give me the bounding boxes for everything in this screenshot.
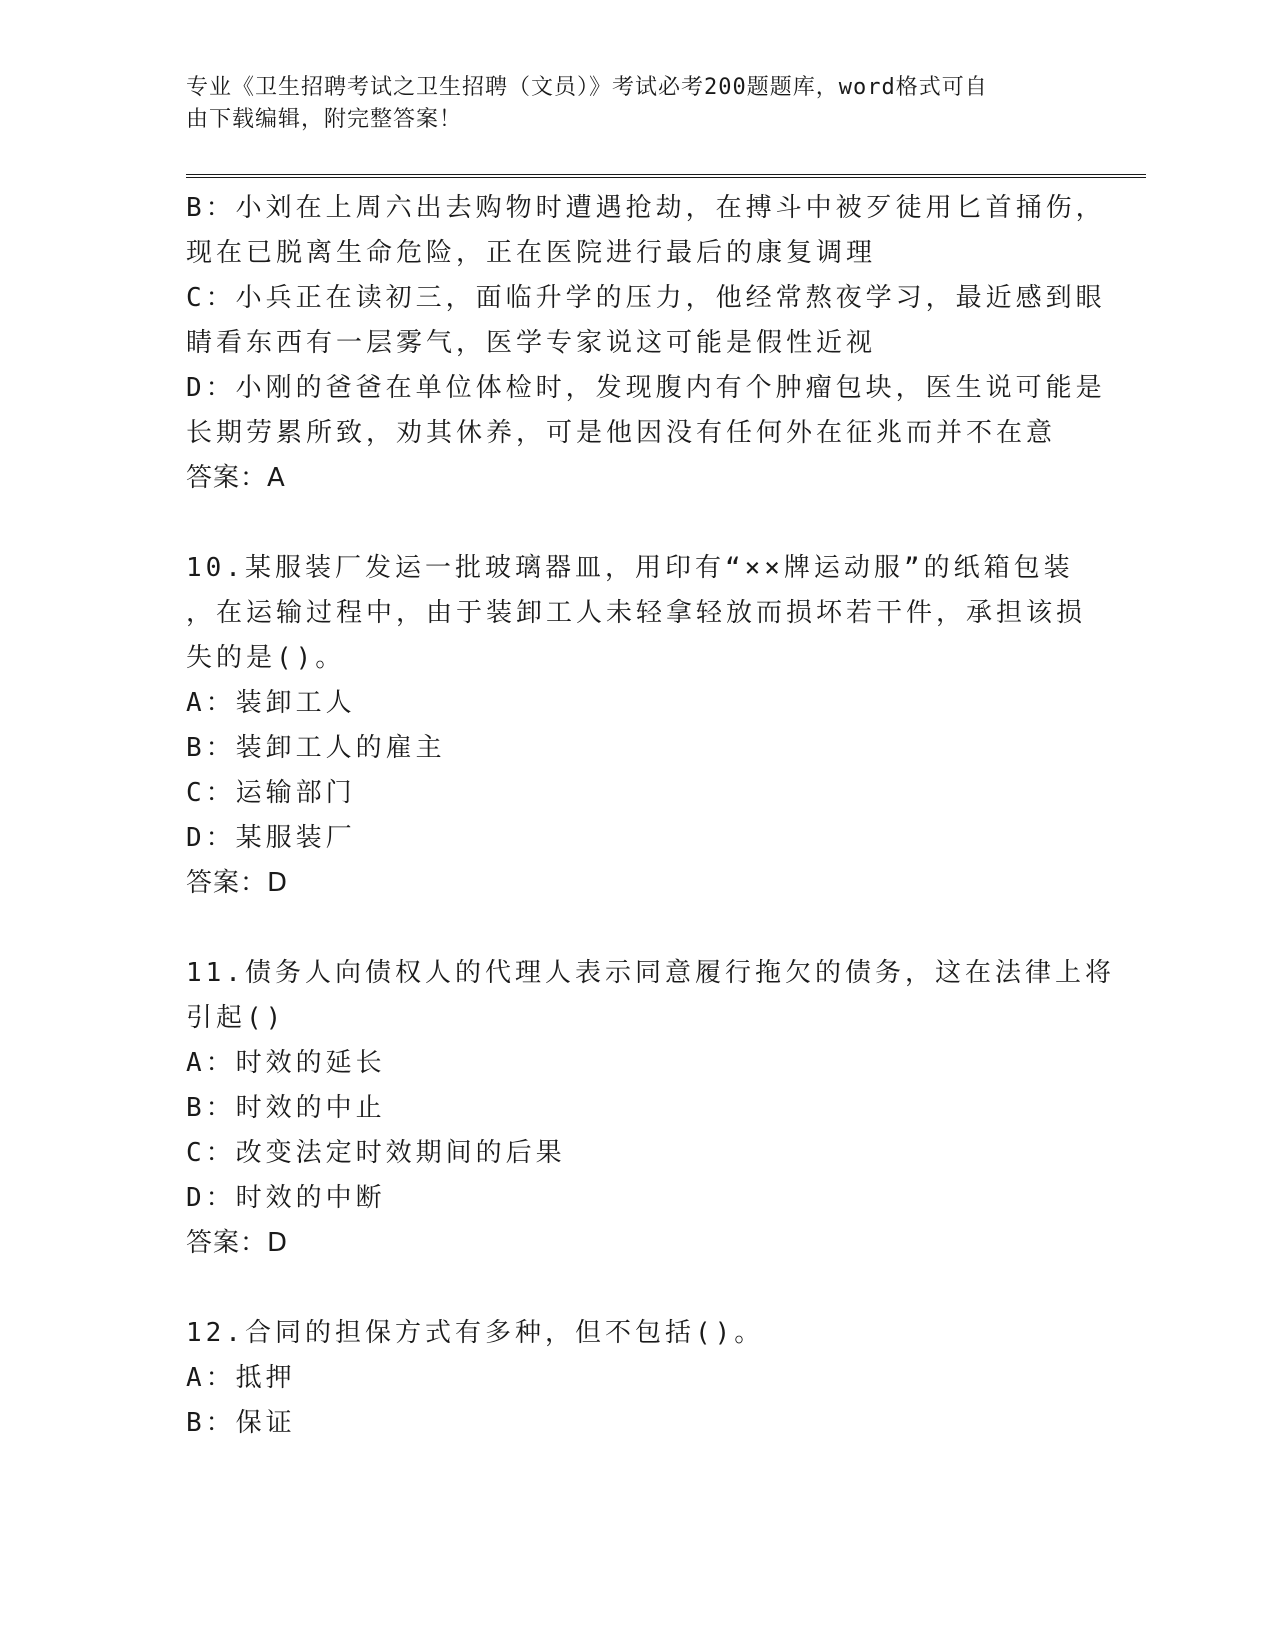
option-b: B：装卸工人的雇主 — [186, 733, 446, 763]
option-c: C：运输部门 — [186, 778, 356, 808]
question-stem-line: 10.某服装厂发运一批玻璃器皿，用印有“××牌运动服”的纸箱包装 — [186, 553, 1074, 583]
question-content — [186, 186, 1115, 1446]
option-c-line-1: C：小兵正在读初三，面临升学的压力，他经常熬夜学习，最近感到眼 — [186, 283, 1106, 313]
answer-line: 答案：D — [186, 1228, 289, 1258]
option-b-line-2: 现在已脱离生命危险，正在医院进行最后的康复调理 — [186, 238, 877, 268]
option-d-line-2: 长期劳累所致，劝其休养，可是他因没有任何外在征兆而并不在意 — [186, 418, 1057, 448]
spacer — [186, 501, 1066, 546]
question-stem-line: 失的是()。 — [186, 643, 346, 673]
question-stem-line: 引起() — [186, 1003, 286, 1033]
question-stem-line: ，在运输过程中，由于装卸工人未轻拿轻放而损坏若干件，承担该损 — [186, 598, 1087, 628]
spacer — [186, 906, 1066, 951]
option-a: A：抵押 — [186, 1363, 296, 1393]
page-header — [186, 72, 1066, 136]
option-d-line-1: D：小刚的爸爸在单位体检时，发现腹内有个肿瘤包块，医生说可能是 — [186, 373, 1106, 403]
option-c-line-2: 睛看东西有一层雾气，医学专家说这可能是假性近视 — [186, 328, 877, 358]
question-stem-line: 11.债务人向债权人的代理人表示同意履行拖欠的债务，这在法律上将 — [186, 958, 1115, 988]
answer-line: 答案：D — [186, 868, 289, 898]
option-b-line-1: B：小刘在上周六出去购物时遭遇抢劫，在搏斗中被歹徒用匕首捅伤， — [186, 193, 1106, 223]
question-10 — [186, 546, 1087, 906]
option-d: D：某服装厂 — [186, 823, 356, 853]
option-a: A：时效的延长 — [186, 1048, 386, 1078]
question-12 — [186, 1311, 1066, 1446]
previous-question-continuation — [186, 186, 1106, 501]
header-line-1: 专业《卫生招聘考试之卫生招聘（文员）》考试必考200题题库，word格式可自 — [186, 75, 988, 100]
header-line-2: 由下载编辑，附完整答案！ — [186, 107, 463, 132]
question-stem-line: 12.合同的担保方式有多种，但不包括()。 — [186, 1318, 765, 1348]
option-c: C：改变法定时效期间的后果 — [186, 1138, 566, 1168]
option-a: A：装卸工人 — [186, 688, 356, 718]
option-b: B：保证 — [186, 1408, 296, 1438]
question-11 — [186, 951, 1115, 1266]
answer-line: 答案：A — [186, 463, 286, 493]
option-b: B：时效的中止 — [186, 1093, 386, 1123]
header-divider — [186, 174, 1146, 178]
option-d: D：时效的中断 — [186, 1183, 386, 1213]
spacer — [186, 1266, 1066, 1311]
